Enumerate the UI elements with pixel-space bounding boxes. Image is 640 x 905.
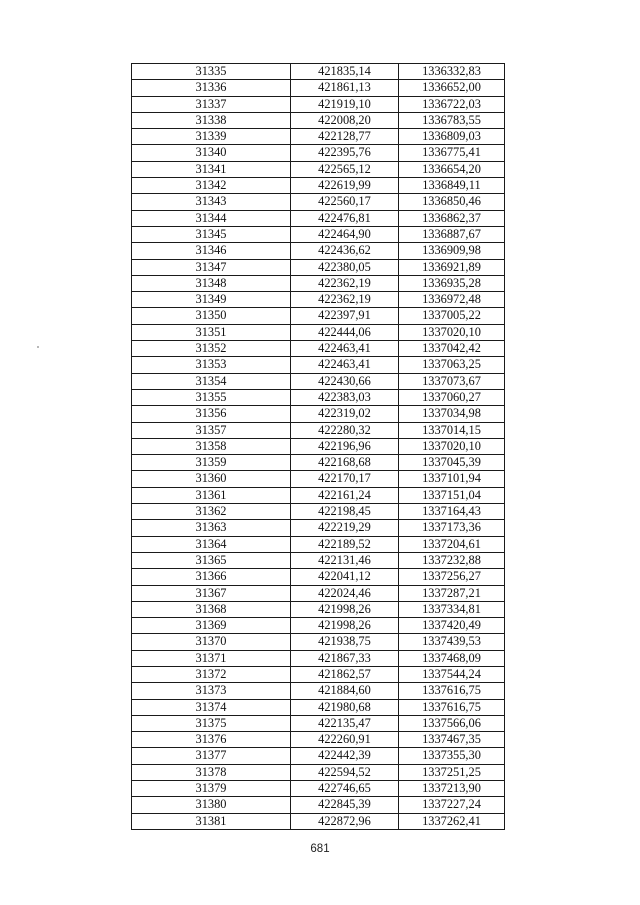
x-coordinate-cell: 421919,10 [291,96,399,112]
y-coordinate-cell: 1337355,30 [399,748,505,764]
table-row [132,552,505,568]
y-coordinate-cell: 1337042,42 [399,341,505,357]
point-number-cell: 31358 [132,438,291,454]
table-row [132,292,505,308]
y-coordinate-cell: 1337034,98 [399,406,505,422]
table-row [132,781,505,797]
x-coordinate-cell: 421862,57 [291,666,399,682]
y-coordinate-cell: 1337020,10 [399,324,505,340]
y-coordinate-cell: 1337101,94 [399,471,505,487]
point-number-cell: 31341 [132,161,291,177]
y-coordinate-cell: 1337334,81 [399,601,505,617]
table-row [132,210,505,226]
table-row [132,487,505,503]
point-number-cell: 31348 [132,275,291,291]
y-coordinate-cell: 1337468,09 [399,650,505,666]
x-coordinate-cell: 422560,17 [291,194,399,210]
table-row [132,455,505,471]
y-coordinate-cell: 1337544,24 [399,666,505,682]
scan-speck [37,346,39,348]
point-number-cell: 31359 [132,455,291,471]
y-coordinate-cell: 1337616,75 [399,699,505,715]
x-coordinate-cell: 422430,66 [291,373,399,389]
table-row [132,764,505,780]
x-coordinate-cell: 421861,13 [291,80,399,96]
table-row [132,650,505,666]
point-number-cell: 31346 [132,243,291,259]
x-coordinate-cell: 422746,65 [291,781,399,797]
y-coordinate-cell: 1337213,90 [399,781,505,797]
x-coordinate-cell: 422161,24 [291,487,399,503]
table-row [132,422,505,438]
point-number-cell: 31379 [132,781,291,797]
point-number-cell: 31357 [132,422,291,438]
point-number-cell: 31367 [132,585,291,601]
table-row [132,699,505,715]
y-coordinate-cell: 1336935,28 [399,275,505,291]
x-coordinate-cell: 421980,68 [291,699,399,715]
point-number-cell: 31364 [132,536,291,552]
y-coordinate-cell: 1337045,39 [399,455,505,471]
point-number-cell: 31369 [132,618,291,634]
x-coordinate-cell: 422594,52 [291,764,399,780]
y-coordinate-cell: 1336887,67 [399,226,505,242]
point-number-cell: 31374 [132,699,291,715]
y-coordinate-cell: 1337020,10 [399,438,505,454]
table-row [132,308,505,324]
point-number-cell: 31342 [132,178,291,194]
x-coordinate-cell: 422128,77 [291,129,399,145]
point-number-cell: 31375 [132,715,291,731]
table-row [132,373,505,389]
point-number-cell: 31354 [132,373,291,389]
table-row [132,275,505,291]
point-number-cell: 31381 [132,813,291,829]
point-number-cell: 31338 [132,112,291,128]
point-number-cell: 31343 [132,194,291,210]
table-row [132,748,505,764]
x-coordinate-cell: 422444,06 [291,324,399,340]
y-coordinate-cell: 1337173,36 [399,520,505,536]
y-coordinate-cell: 1337232,88 [399,552,505,568]
point-number-cell: 31355 [132,389,291,405]
y-coordinate-cell: 1337566,06 [399,715,505,731]
y-coordinate-cell: 1337060,27 [399,389,505,405]
point-number-cell: 31363 [132,520,291,536]
y-coordinate-cell: 1337256,27 [399,569,505,585]
y-coordinate-cell: 1337073,67 [399,373,505,389]
x-coordinate-cell: 422024,46 [291,585,399,601]
x-coordinate-cell: 422362,19 [291,275,399,291]
point-number-cell: 31350 [132,308,291,324]
table-row [132,389,505,405]
point-number-cell: 31368 [132,601,291,617]
x-coordinate-cell: 421884,60 [291,683,399,699]
table-row [132,194,505,210]
y-coordinate-cell: 1336654,20 [399,161,505,177]
y-coordinate-cell: 1337151,04 [399,487,505,503]
x-coordinate-cell: 422872,96 [291,813,399,829]
x-coordinate-cell: 422008,20 [291,112,399,128]
table-row [132,715,505,731]
y-coordinate-cell: 1336722,03 [399,96,505,112]
point-number-cell: 31339 [132,129,291,145]
x-coordinate-cell: 422383,03 [291,389,399,405]
point-number-cell: 31380 [132,797,291,813]
y-coordinate-cell: 1336862,37 [399,210,505,226]
table-row [132,259,505,275]
table-row [132,96,505,112]
table-row [132,666,505,682]
x-coordinate-cell: 422395,76 [291,145,399,161]
x-coordinate-cell: 422198,45 [291,504,399,520]
x-coordinate-cell: 421998,26 [291,601,399,617]
y-coordinate-cell: 1336809,03 [399,129,505,145]
point-number-cell: 31349 [132,292,291,308]
point-number-cell: 31361 [132,487,291,503]
x-coordinate-cell: 422442,39 [291,748,399,764]
x-coordinate-cell: 422463,41 [291,357,399,373]
y-coordinate-cell: 1336909,98 [399,243,505,259]
y-coordinate-cell: 1336783,55 [399,112,505,128]
point-number-cell: 31377 [132,748,291,764]
x-coordinate-cell: 422280,32 [291,422,399,438]
x-coordinate-cell: 422362,19 [291,292,399,308]
coordinates-table [131,63,505,830]
y-coordinate-cell: 1337616,75 [399,683,505,699]
x-coordinate-cell: 422196,96 [291,438,399,454]
table-row [132,226,505,242]
y-coordinate-cell: 1336652,00 [399,80,505,96]
x-coordinate-cell: 422319,02 [291,406,399,422]
point-number-cell: 31362 [132,504,291,520]
y-coordinate-cell: 1337251,25 [399,764,505,780]
y-coordinate-cell: 1337164,43 [399,504,505,520]
x-coordinate-cell: 422565,12 [291,161,399,177]
y-coordinate-cell: 1337262,41 [399,813,505,829]
x-coordinate-cell: 421835,14 [291,64,399,80]
point-number-cell: 31372 [132,666,291,682]
point-number-cell: 31365 [132,552,291,568]
point-number-cell: 31376 [132,732,291,748]
point-number-cell: 31378 [132,764,291,780]
y-coordinate-cell: 1337287,21 [399,585,505,601]
table-row [132,520,505,536]
page-number: 681 [310,843,330,855]
y-coordinate-cell: 1337063,25 [399,357,505,373]
table-row [132,324,505,340]
table-row [132,64,505,80]
table-row [132,683,505,699]
point-number-cell: 31344 [132,210,291,226]
point-number-cell: 31356 [132,406,291,422]
x-coordinate-cell: 422260,91 [291,732,399,748]
y-coordinate-cell: 1336850,46 [399,194,505,210]
x-coordinate-cell: 422170,17 [291,471,399,487]
table-row [132,634,505,650]
table-row [132,471,505,487]
table-row [132,129,505,145]
x-coordinate-cell: 422380,05 [291,259,399,275]
y-coordinate-cell: 1337467,35 [399,732,505,748]
y-coordinate-cell: 1337005,22 [399,308,505,324]
point-number-cell: 31337 [132,96,291,112]
y-coordinate-cell: 1336972,48 [399,292,505,308]
table-row [132,797,505,813]
table-row [132,145,505,161]
point-number-cell: 31345 [132,226,291,242]
point-number-cell: 31335 [132,64,291,80]
x-coordinate-cell: 421867,33 [291,650,399,666]
y-coordinate-cell: 1337439,53 [399,634,505,650]
table-row [132,243,505,259]
x-coordinate-cell: 422436,62 [291,243,399,259]
y-coordinate-cell: 1336921,89 [399,259,505,275]
point-number-cell: 31371 [132,650,291,666]
point-number-cell: 31360 [132,471,291,487]
table-row [132,732,505,748]
x-coordinate-cell: 421998,26 [291,618,399,634]
table-row [132,80,505,96]
x-coordinate-cell: 422135,47 [291,715,399,731]
point-number-cell: 31336 [132,80,291,96]
point-number-cell: 31347 [132,259,291,275]
x-coordinate-cell: 422619,99 [291,178,399,194]
table-row [132,813,505,829]
x-coordinate-cell: 422845,39 [291,797,399,813]
x-coordinate-cell: 422219,29 [291,520,399,536]
point-number-cell: 31352 [132,341,291,357]
x-coordinate-cell: 421938,75 [291,634,399,650]
y-coordinate-cell: 1337420,49 [399,618,505,634]
x-coordinate-cell: 422464,90 [291,226,399,242]
table-row [132,161,505,177]
x-coordinate-cell: 422397,91 [291,308,399,324]
x-coordinate-cell: 422131,46 [291,552,399,568]
table-row [132,536,505,552]
table-row [132,585,505,601]
y-coordinate-cell: 1337204,61 [399,536,505,552]
point-number-cell: 31370 [132,634,291,650]
table-row [132,178,505,194]
table-row [132,569,505,585]
y-coordinate-cell: 1336775,41 [399,145,505,161]
y-coordinate-cell: 1336849,11 [399,178,505,194]
coordinates-table-body [132,64,505,830]
x-coordinate-cell: 422168,68 [291,455,399,471]
y-coordinate-cell: 1337014,15 [399,422,505,438]
table-row [132,406,505,422]
point-number-cell: 31366 [132,569,291,585]
table-row [132,618,505,634]
point-number-cell: 31340 [132,145,291,161]
table-row [132,341,505,357]
table-row [132,357,505,373]
table-row [132,504,505,520]
point-number-cell: 31351 [132,324,291,340]
table-row [132,112,505,128]
x-coordinate-cell: 422189,52 [291,536,399,552]
x-coordinate-cell: 422476,81 [291,210,399,226]
y-coordinate-cell: 1336332,83 [399,64,505,80]
table-row [132,438,505,454]
y-coordinate-cell: 1337227,24 [399,797,505,813]
table-row [132,601,505,617]
x-coordinate-cell: 422041,12 [291,569,399,585]
point-number-cell: 31373 [132,683,291,699]
x-coordinate-cell: 422463,41 [291,341,399,357]
point-number-cell: 31353 [132,357,291,373]
